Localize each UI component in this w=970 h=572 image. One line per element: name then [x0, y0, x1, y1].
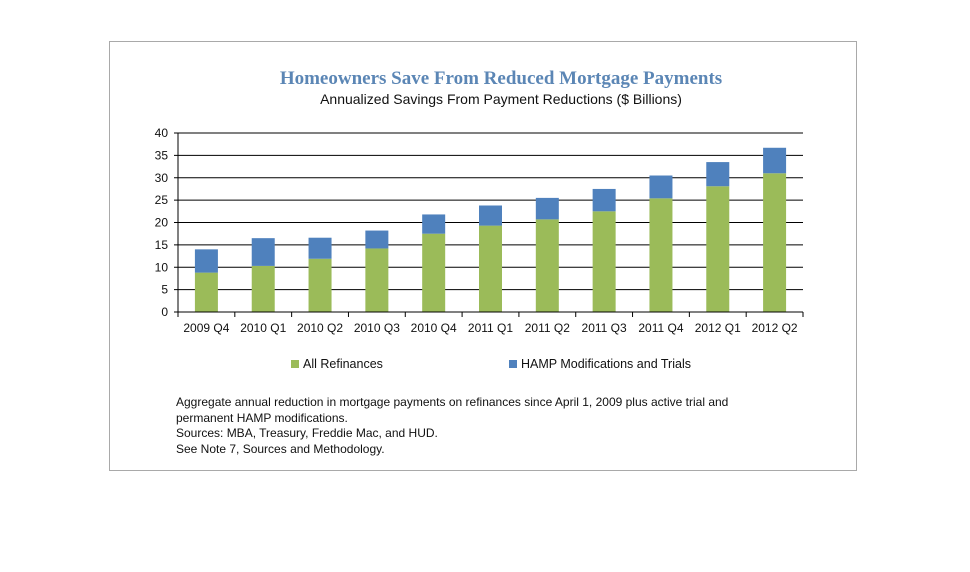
- y-tick-label: 25: [154, 193, 168, 208]
- bar-hamp: [479, 205, 502, 225]
- bar-refinances: [479, 226, 502, 312]
- bar-hamp: [649, 176, 672, 199]
- y-tick-label: 10: [154, 260, 168, 275]
- bar-refinances: [365, 248, 388, 312]
- x-tick-label: 2011 Q1: [467, 321, 514, 335]
- bar-refinances: [763, 173, 786, 312]
- y-tick-label: 15: [154, 237, 168, 252]
- x-tick-label: 2011 Q3: [581, 321, 627, 335]
- legend-label-refinances: All Refinances: [303, 357, 383, 371]
- bar-refinances: [706, 186, 729, 312]
- y-tick-label: 20: [154, 215, 168, 230]
- bar-hamp: [252, 238, 275, 266]
- bar-refinances: [422, 234, 445, 312]
- bar-hamp: [706, 162, 729, 186]
- bar-hamp: [763, 148, 786, 174]
- bar-refinances: [593, 211, 616, 312]
- bar-hamp: [536, 198, 559, 219]
- x-tick-label: 2012 Q2: [751, 321, 798, 335]
- bar-hamp: [365, 231, 388, 249]
- y-tick-label: 0: [161, 305, 168, 319]
- x-tick-label: 2010 Q3: [353, 321, 400, 335]
- footnote-line: Aggregate annual reduction in mortgage payments on refinances since April 1, 2009 plus active trial and: [176, 395, 729, 409]
- footnotes: [176, 395, 816, 457]
- bar-refinances: [195, 273, 218, 312]
- bar-refinances: [309, 259, 332, 312]
- footnote-line: See Note 7, Sources and Methodology.: [176, 441, 385, 456]
- footnote-line: permanent HAMP modifications.: [176, 410, 348, 425]
- y-tick-label: 35: [154, 148, 168, 163]
- bar-refinances: [536, 219, 559, 312]
- legend-swatch-refinances: [291, 360, 299, 368]
- footnote-line: Sources: MBA, Treasury, Freddie Mac, and HUD.: [176, 426, 438, 441]
- x-tick-label: 2010 Q4: [410, 321, 457, 335]
- legend-swatch-hamp: [509, 360, 517, 368]
- x-tick-label: 2012 Q1: [694, 321, 741, 335]
- chart-subtitle: Annualized Savings From Payment Reductions ($ Billions): [320, 91, 682, 107]
- y-tick-label: 30: [154, 170, 168, 185]
- y-tick-label: 40: [154, 126, 168, 140]
- legend-label-hamp: HAMP Modifications and Trials: [521, 357, 691, 371]
- x-tick-label: 2010 Q1: [240, 321, 287, 335]
- bar-hamp: [309, 238, 332, 259]
- chart-title: Homeowners Save From Reduced Mortgage Payments: [279, 68, 723, 89]
- legend-item-refinances: [291, 357, 383, 371]
- bar-hamp: [422, 214, 445, 233]
- x-tick-label: 2010 Q2: [297, 321, 344, 335]
- bar-hamp: [593, 189, 616, 211]
- x-tick-label: 2011 Q2: [524, 321, 570, 335]
- x-tick-label: 2011 Q4: [638, 321, 684, 335]
- bar-hamp: [195, 249, 218, 272]
- y-tick-label: 5: [161, 282, 168, 297]
- x-tick-label: 2009 Q4: [183, 321, 230, 335]
- bar-refinances: [649, 198, 672, 312]
- legend-item-hamp: [509, 357, 691, 371]
- bar-refinances: [252, 266, 275, 312]
